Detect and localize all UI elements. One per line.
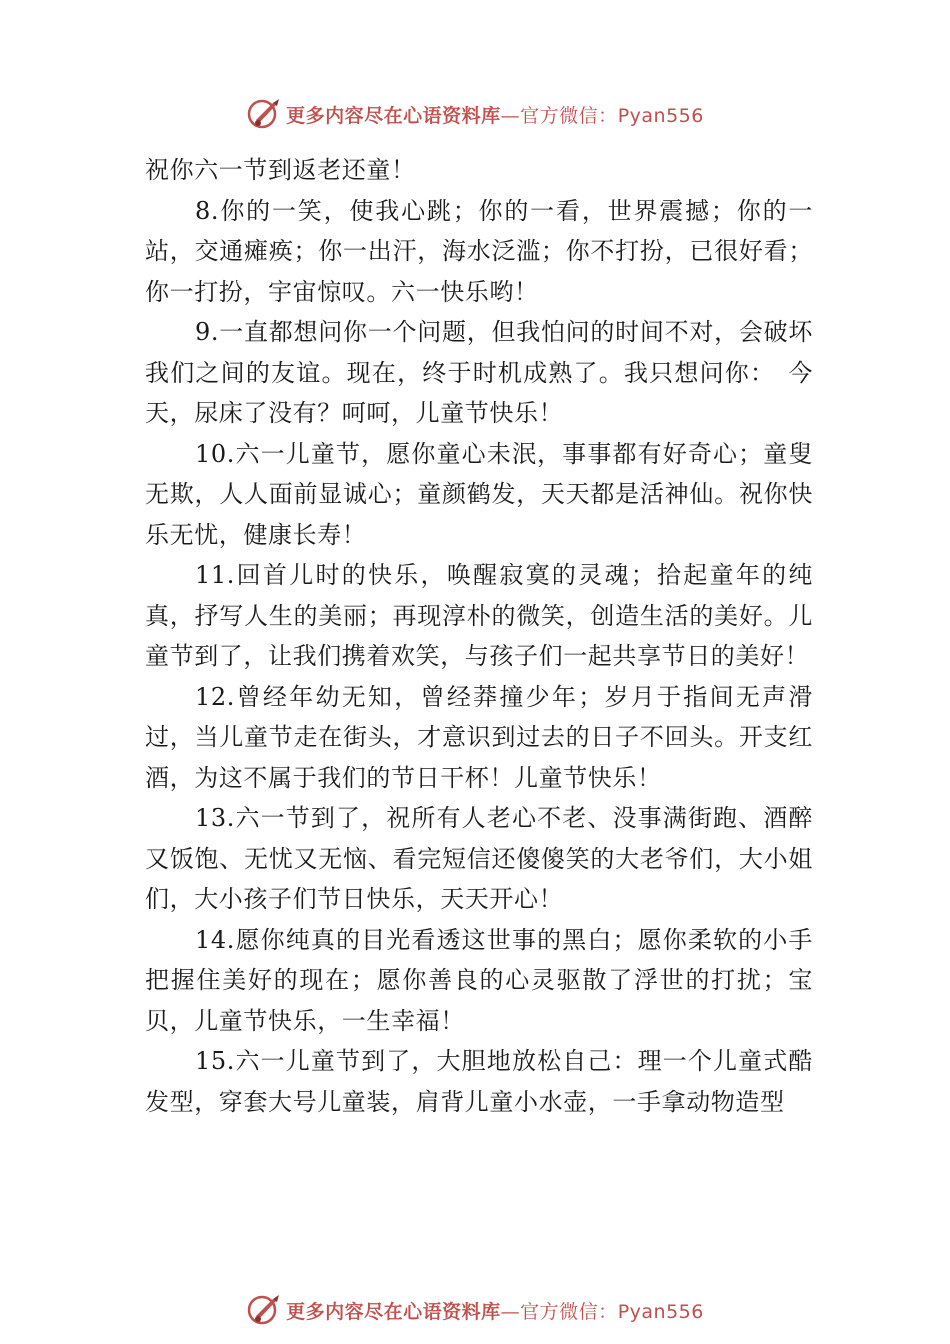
banner-wechat-id: Pyan556 xyxy=(617,104,704,127)
paragraph: 9.一直都想问你一个问题，但我怕问的时间不对，会破坏我们之间的友谊。现在，终于时机成熟了。我只想问你： 今天，尿床了没有？呵呵，儿童节快乐！ xyxy=(145,318,813,427)
banner-separator: — xyxy=(500,1300,521,1323)
document-body xyxy=(145,150,813,1122)
paragraph: 12.曾经年幼无知，曾经莽撞少年；岁月于指间无声滑过，当儿童节走在街头，才意识到过去的日子不回头。开支红酒，为这不属于我们的节日干杯！儿童节快乐！ xyxy=(145,682,813,792)
header-banner xyxy=(0,94,950,134)
paragraph: 14.愿你纯真的目光看透这世事的黑白；愿你柔软的小手把握住美好的现在；愿你善良的心灵驱散了浮世的打扰；宝贝，儿童节快乐，一生幸福！ xyxy=(145,925,813,1035)
banner-wechat-id: Pyan556 xyxy=(617,1300,704,1323)
banner-main-text: 更多内容尽在心语资料库 xyxy=(286,104,501,127)
footer-banner xyxy=(0,1290,950,1330)
paragraph: 13.六一节到了，祝所有人老心不老、没事满街跑、酒醉又饭饱、无忧又无恼、看完短信还傻傻笑的大老爷们，大小姐们，大小孩子们节日快乐，天天开心！ xyxy=(145,804,813,913)
paragraph: 10.六一儿童节，愿你童心未泯，事事都有好奇心；童叟无欺，人人面前显诚心；童颜鹤发，天天都是活神仙。祝你快乐无忧，健康长寿！ xyxy=(145,439,813,549)
banner-separator: — xyxy=(500,104,521,127)
banner-wechat-label: 官方微信： xyxy=(520,104,618,127)
paragraph: 8.你的一笑，使我心跳；你的一看，世界震撼；你的一站，交通瘫痪；你一出汗，海水泛滥；你不打扮，已很好看；你一打扮，宇宙惊叹。六一快乐哟！ xyxy=(145,196,813,306)
banner-main-text: 更多内容尽在心语资料库 xyxy=(286,1300,501,1323)
paragraph: 15.六一儿童节到了，大胆地放松自己：理一个儿童式酷发型，穿套大号儿童装，肩背儿童小水壶，一手拿动物造型 xyxy=(145,1047,813,1116)
quill-logo-icon xyxy=(246,1292,282,1328)
paragraph: 11.回首儿时的快乐，唤醒寂寞的灵魂；拾起童年的纯真，抒写人生的美丽；再现淳朴的微笑，创造生活的美好。儿童节到了，让我们携着欢笑，与孩子们一起共享节日的美好！ xyxy=(145,561,813,670)
quill-logo-icon xyxy=(246,96,282,132)
banner-wechat-label: 官方微信： xyxy=(520,1300,618,1323)
paragraph: 祝你六一节到返老还童！ xyxy=(145,156,416,184)
